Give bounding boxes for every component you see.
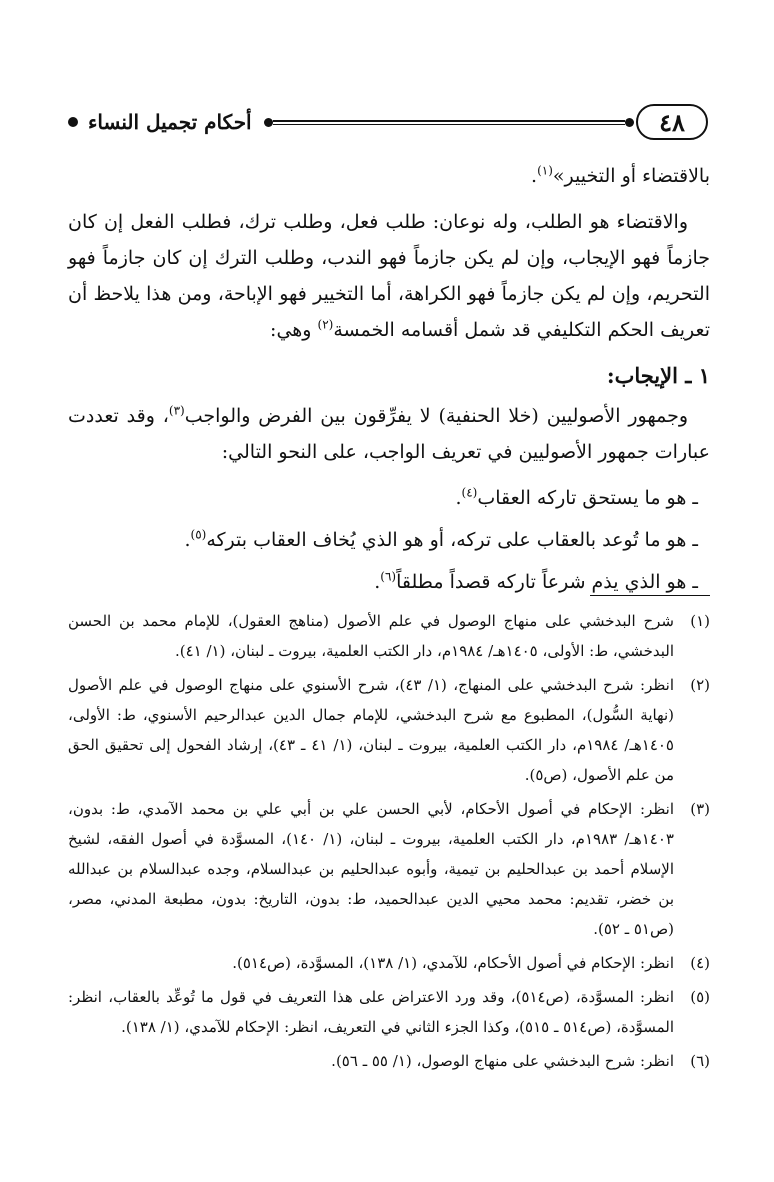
definition-text-3: ـ هو الذي يذم شرعاً تاركه قصداً مطلقاً	[396, 571, 698, 593]
definition-tail-3: .	[374, 571, 381, 593]
footnote-text: شرح البدخشي على منهاج الوصول في علم الأصول (مناهج العقول)، للإمام محمد بن الحسن البدخشي، ط: الأولى، ١٤٠٥هـ/ ١٩٨٤م، دار الكتب العلمية، بيروت ـ لبنان، (١/ ٤١).	[68, 612, 674, 660]
footnote-4	[68, 948, 710, 978]
footnote-ref-3: (٣)	[168, 403, 185, 418]
footnote-text: انظر: المسوَّدة، (ص٥١٤)، وقد ورد الاعتراض على هذا التعريف في قول ما تُوعِّد بالعقاب، انظر: المسوَّدة، (ص٥١٤ ـ ٥١٥)، وكذا الجزء الثاني في التعريف، انظر: الإحكام للآمدي، (١/ ١٣٨).	[68, 988, 675, 1036]
header-end-dot	[68, 117, 78, 127]
paragraph-0-text: بالاقتضاء أو التخيير»	[552, 165, 710, 187]
footnote-number: (٢)	[690, 676, 710, 694]
footnotes	[68, 606, 710, 1080]
footnote-text: انظر: شرح البدخشي على منهاج الوصول، (١/ ٥٥ ـ ٥٦).	[331, 1052, 674, 1070]
definition-tail-1: .	[455, 487, 462, 509]
paragraph-0	[68, 158, 710, 194]
footnote-number: (٥)	[690, 988, 710, 1006]
header-rule	[264, 118, 634, 127]
footnote-5	[68, 982, 710, 1042]
footnote-1	[68, 606, 710, 666]
footnote-ref-2: (٢)	[317, 317, 334, 332]
running-title: أحكام تجميل النساء	[88, 110, 252, 134]
footnote-number: (٤)	[690, 954, 710, 972]
paragraph-1-text: والاقتضاء هو الطلب، وله نوعان: طلب فعل، وطلب ترك، فطلب الفعل إن كان جازماً فهو الإيجاب، وإن لم يكن جازماً فهو الندب، وطلب الترك إن كان جازماً فهو التحريم، وإن لم يكن جازماً فهو الكراهة، أما التخيير فهو الإباحة، ومن هذا يلاحظ أن تعريف الحكم التكليفي قد شمل أقسامه الخمسة	[68, 211, 710, 341]
paragraph-2-text-b: ، وقد تعددت عبارات جمهور الأصوليين في تعريف الواجب، على النحو التالي:	[68, 405, 710, 463]
main-text	[68, 158, 710, 606]
footnote-number: (٣)	[690, 800, 710, 818]
paragraph-2-text-a: وجمهور الأصوليين (خلا الحنفية) لا يفرِّقون بين الفرض والواجب	[184, 405, 688, 427]
header-rule-line	[273, 120, 625, 125]
paragraph-0-tail: .	[531, 165, 538, 187]
footnote-text: انظر: شرح البدخشي على المنهاج، (١/ ٤٣)، شرح الأسنوي على منهاج الوصول في علم الأصول (نهاية السُّول)، المطبوع مع شرح البدخشي، للإمام جمال الدين عبدالرحيم الأسنوي، ط: الأولى، ١٤٠٥هـ/ ١٩٨٤م، دار الكتب العلمية، بيروت ـ لبنان، (١/ ٤١ ـ ٤٣)، إرشاد الفحول إلى تحقيق الحق من علم الأصول، (ص٥).	[68, 676, 674, 784]
paragraph-1	[68, 204, 710, 348]
paragraph-1-tail: وهي:	[270, 319, 318, 341]
footnote-number: (٦)	[690, 1052, 710, 1070]
running-header	[68, 100, 708, 144]
footnote-text: انظر: الإحكام في أصول الأحكام، للآمدي، (١/ ١٣٨)، المسوَّدة، (ص٥١٤).	[232, 954, 674, 972]
footnote-text: انظر: الإحكام في أصول الأحكام، لأبي الحسن علي بن أبي علي بن محمد الآمدي، ط: بدون، ١٤٠٣هـ/ ١٩٨٣م، دار الكتب العلمية، بيروت ـ لبنان، (١/ ١٤٠)، المسوَّدة في أصول الفقه، لشيخ الإسلام أحمد بن عبدالحليم بن تيمية، وأبوه عبدالحليم بن عبدالسلام، وجده عبدالسلام بن عبدالله بن خضر، تقديم: محمد محيي الدين عبدالحميد، ط: بدون، التاريخ: بدون، مطبعة المدني، مصر، (ص٥١ ـ ٥٢).	[68, 800, 675, 938]
footnote-ref-1: (١)	[537, 163, 553, 178]
header-rule-dot-end	[264, 118, 273, 127]
footnote-number: (١)	[690, 612, 710, 630]
page-number: ٤٨	[636, 104, 708, 140]
definition-tail-2: .	[184, 529, 191, 551]
footnote-2	[68, 670, 710, 790]
footnote-3	[68, 794, 710, 944]
footnote-ref-6: (٦)	[380, 569, 397, 584]
definition-item-2	[68, 522, 710, 558]
footnote-ref-4: (٤)	[461, 485, 478, 500]
footnote-6	[68, 1046, 710, 1076]
footnote-separator	[590, 595, 710, 596]
footnote-ref-5: (٥)	[190, 527, 207, 542]
header-rule-dot-start	[625, 118, 634, 127]
definition-text-2: ـ هو ما تُوعد بالعقاب على تركه، أو هو الذي يُخاف العقاب بتركه	[206, 529, 698, 551]
definition-text-1: ـ هو ما يستحق تاركه العقاب	[477, 487, 698, 509]
paragraph-2	[68, 398, 710, 470]
definition-item-1	[68, 480, 710, 516]
section-heading: ١ ـ الإيجاب:	[606, 363, 710, 388]
